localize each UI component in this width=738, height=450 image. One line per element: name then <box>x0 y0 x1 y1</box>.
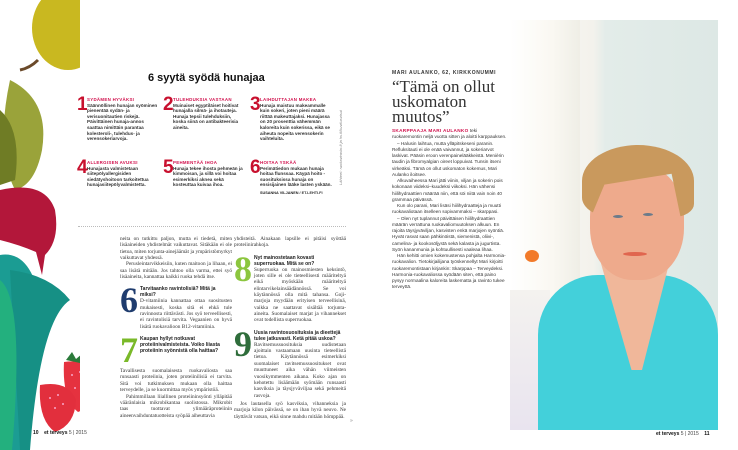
page-number: 10 <box>33 430 39 436</box>
paragraph: Hän kehitti omien kokemustensa pohjalta Harmonia-ruokavalion. Tietokirjailijana työskennellyt Mari kirjoitti ruokaremontistaan kirjankin: Skarppaa – Terveydeksi. Harmonia-ruokavaliossa syödään siten, että paino pysyy normaalina kaloreita laskematta ja ravinto tukee terveyttä. <box>392 253 506 290</box>
tip-3 <box>250 94 332 142</box>
signature <box>260 191 332 197</box>
tip-5 <box>163 157 245 188</box>
tip-text: Muinaiset egyptiläiset hoitivat hunajalla silmä- ja ihotauteja. Hunaja tepsii tulehduksiin, koska siinä on antibakteerisia aineita. <box>173 102 239 130</box>
continue-arrow: » <box>350 418 353 424</box>
page-number: 11 <box>704 431 710 437</box>
tip-text: Säännöllinen hunajan syöminen pienentää sydän- ja verisuonitautien riskejä. Päivittäinen hunaja-annos saattaa nimittäin parantaa kolesteroli-, tulehdus- ja verensokeriarvoja. <box>87 102 158 142</box>
article-column-1 <box>120 236 232 419</box>
tip-heading: SYDÄMEN HYVÄKSI <box>87 97 135 102</box>
tip-heading: PEHMENTÄÄ IHOA <box>173 160 218 165</box>
question-7 <box>120 330 232 371</box>
tip-6 <box>250 157 332 197</box>
tip-number: 4 <box>77 157 88 178</box>
tip-1 <box>77 94 159 142</box>
answer-text: Superruoka on mainosmiesten keksintö, joten sille ei ole tieteellisesti määriteltyä eikä myöskään määriteltyä elintarvikelainsäädännössä. Se voi käytännössä olla mitä tahansa. Goji-marjoja myydään erityisen terveellisinä, vaikka ne saattavat sisältää torjunta-aineita. Suomalaiset marjat ja vihannekset ovat todellista superruokaa. <box>254 266 346 324</box>
answer-text: Jos lautasella syö kasviksia, vihanneksia ja marjoja kilon päivässä, se on ihan hyvä neuvo. Ne täyttävät vatsan, eikä sinne mahdu mitään hömppää. <box>234 400 346 420</box>
source-credit: Lähteet: ruokavirasto.fi ja hs.fi/kuvitusvisut <box>338 110 343 185</box>
tip-heading: ALLERGISEN AVUKSI <box>87 160 138 165</box>
issue: 5 | 2015 <box>680 431 699 437</box>
paragraph: Kun olo parani, Mari lisäsi hiilihydraatteja ja muutti ruokavaliotaan itselleen sopivammaksi – skarppasi. <box>392 203 501 215</box>
tip-heading: LAIHDUTTAJAN MAKEA <box>260 97 317 102</box>
question-8 <box>234 248 346 324</box>
folio-left <box>33 430 87 436</box>
dotted-divider <box>78 226 346 227</box>
tip-number: 5 <box>163 157 174 178</box>
tip-number: 3 <box>250 94 261 115</box>
vegetable-illustration <box>0 0 80 450</box>
question-number: 6 <box>120 280 138 321</box>
story-column <box>392 70 508 291</box>
question-9 <box>234 323 346 399</box>
question-number: 9 <box>234 323 252 364</box>
strawberry-illustration <box>40 352 80 432</box>
quote-headline: “Tämä on ollut uskomaton muutos” <box>392 77 495 126</box>
tip-number: 2 <box>163 94 174 115</box>
answer-text: Pahimmillaan liiallinen proteiininsyönti ylläpitää vääränlaisia mikrobikantaa suolistossa. Mikrobit taas tuottavat ylimääräproteiinin aineenvaihduntatuotteista syöpää aiheuttavia <box>120 393 232 419</box>
question-number: 8 <box>234 248 252 289</box>
box-title: 6 syytä syödä hunajaa <box>148 72 265 84</box>
tip-heading: TULEHDUKSIA VASTAAN <box>173 97 232 102</box>
paragraph: Alkuvaiheessa Mari jätti viinin, viljan ja sokerin pois kokonaan viideksi–kuudeksi viikoksi. Hän vähensi hiilihydraattien määrää niin, että söi niitä vain noin 40 grammaa päivässä. <box>392 178 503 202</box>
tip-4 <box>77 157 159 188</box>
issue: 5 | 2015 <box>68 430 87 436</box>
answer-text: D-vitamiinia kannattaa ottaa suositusten mukaisesti, koska sitä ei ehkä tule ravinnosta riittävästi. Jos syö terveellisesti, ei ravintolisiä tarvita. Vegaanien on hyvä lisätä ruokavalioon B12-vitamiinia. <box>140 298 232 330</box>
tip-2 <box>163 94 245 131</box>
pear-illustration <box>32 0 80 70</box>
tip-number: 6 <box>250 157 261 178</box>
interviewee-name: MARI AULANKO, 62, KIRKKONUMMI <box>392 70 497 76</box>
question-heading: Tarvitaanko ravintolisiä? Mitä ja miksi? <box>140 286 216 299</box>
answer-text: Tavallisesta suomalaisesta ruokavaliosta saa runsaasti proteiinia, joten proteiinilisiä ei tarvita. Sitä voi tutkimuksen mukaan olla haittaa terveydelle, ja se kuormittaa myös ympäristöä. <box>120 368 232 394</box>
portrait-photo <box>510 20 718 430</box>
tip-text: Hunajasta valmistetaan siitepölyallergisiden siedätyshoitoon tarkoitettua hunajasiitepölyvalmistetta. <box>87 165 149 188</box>
magazine-name: et terveys <box>656 431 680 437</box>
tip-heading: HOITAA YSKÄÄ <box>260 160 297 165</box>
story-body <box>392 128 508 291</box>
question-heading: Nyt mainostetaan kovasti superruokaa. Mitä se on? <box>254 254 315 267</box>
lead-caps: SKARPPAAJA MARI AULANKO <box>392 128 469 133</box>
magazine-name: et terveys <box>44 430 68 436</box>
question-heading: Kaupan hyllyt notkuvat proteiinivalmisteista. Voiko liiasta proteiinin syönnistä olla haittaa? <box>140 336 220 355</box>
flower <box>525 250 539 262</box>
question-heading: Uusia ravintosuosituksia ja dieettejä tulee jatkuvasti. Ketä pitää uskoa? <box>254 329 341 342</box>
question-number: 7 <box>120 330 138 371</box>
tip-text: Hunaja tekee ihosta pehmeän ja kimmoisan, ja sillä voi hoitaa esimerkiksi aknea sekä kosteuttaa kuivaa ihoa. <box>173 165 243 188</box>
paragraph: Perusleintarvikkeisiin, kuten maitoon ja lihaan, ei saa lisätä mitään. Jos tahtoo olla varma, ettei syö lisäaineita, kannattaa kaikki ruoka tehdä itse. <box>120 261 232 281</box>
paragraph: yhdisteitä. Ainakaan lapsille ei pitäisi syöttää proteiinirahkoja. <box>234 236 346 249</box>
question-6 <box>120 280 232 330</box>
signature-name: SUSANNA VILJANEN <box>260 190 299 195</box>
tip-number: 1 <box>77 94 88 115</box>
folio-right <box>656 431 710 437</box>
paragraph: teki ruokaremontin neljä vuotta sitten ja aloitti karppauksen. <box>392 128 507 140</box>
paragraph: neita on tutkittu paljon, mutta ei tiedetä, miten lisäaineiden yhdistelmät vaikuttavat. Sitäkään ei ole tietoa, miten torjunta-ainejäämät ja ympäristömyrkyt vaikuttavat yhdessä. <box>120 236 232 262</box>
tip-text: Hunaja maistuu makeammalle kuin sokeri, joten pieni määrä riittää makeuttajaksi. Hunajassa on 20 prosenttia vähemmän kaloreita kuin sokerissa, eikä se aiheuta nopeita verensokerin vaihteluita. <box>260 102 330 142</box>
tip-text: Perimätiedon mukaan hunaja hoitaa flunssaa. Käypä hoito -suosituksissa hunaja on ensisijainen lääke lasten yskään. <box>260 165 332 188</box>
paragraph: – Olen nyt tuplannut päivittäisen hiilihydraattien määrän verrattuna ruokavaliomuutoksen alkuun. En rajoita täysjyväviljan, kasvisten enkä marjojen syöntiä. Hyvät rasvat saan pähkinöistä, siemenistä, oliivi-, camelina- ja kookosöljystä sekä kalasta ja jugurtista. Syön kananmunia ja kohtuullisesti vaaleaa lihaa. <box>392 215 505 252</box>
article-column-2 <box>234 236 346 420</box>
signature-source: / ET.LEHTI.FI <box>299 190 323 195</box>
paragraph: – Halusin laihtua, mutta ylläpitskeseni paranin. Refluksitauti ei ole enää vaivannut, ja sokeriarvot laskivat. Pääsin eroon verenpainelääkkeistä. Menièrin taudin ja fibromyalgian oireet loppuivat. Tunsin itseni virkeäksi. Tämä on ollut uskomaton kokemus, Mari Aulanko iloitsee. <box>392 140 504 177</box>
answer-text: Ravitsemussuosituksia uudistetaan ajoittain vastaamaan uusinta tieteellistä tietoa. Käytännössä esimerkiksi suomalaiset ravitsemussuositukset ovat muuttuneet aika vähän viimeisten vuosikymmenten aikana. Koko ajan on kehotettu lisäämään syömään runsaasti kasviksia ja täysjyväviljaa sekä pehmeitä rasvoja. <box>254 341 346 399</box>
